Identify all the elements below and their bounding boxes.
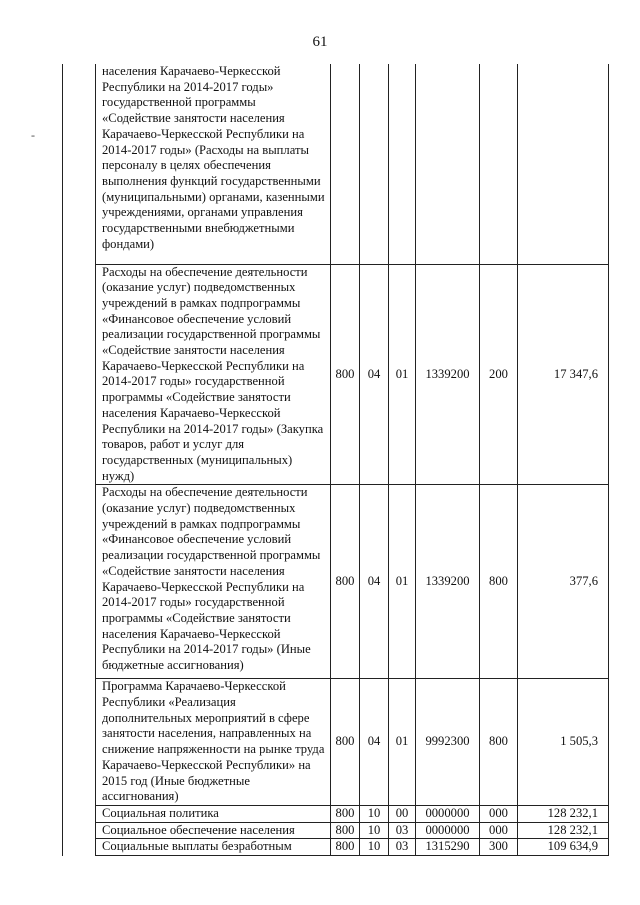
index-cell (63, 679, 96, 806)
subsection-cell: 01 (389, 679, 416, 806)
table-row (63, 679, 609, 806)
target-cell: 1339200 (416, 264, 480, 485)
description-cell: Социальное обеспечение населения (96, 822, 331, 839)
budget-table (62, 64, 609, 856)
target-cell: 1339200 (416, 485, 480, 679)
description-cell: Социальные выплаты безработным (96, 839, 331, 856)
target-cell: 1315290 (416, 839, 480, 856)
index-cell (63, 822, 96, 839)
description-cell: Расходы на обеспечение деятельности (оказание услуг) подведомственных учреждений в рамках подпрограммы «Финансовое обеспечение условий реализации государственной программы «Содействие занятости населения Карачаево-Черкесской Республики на 2014-2017 годы» государственной программы «Содействие занятости населения Карачаево-Черкесской Республики на 2014-2017 годы» (Иные бюджетные ассигнования) (96, 485, 331, 679)
section-cell: 04 (360, 679, 389, 806)
target-cell: 0000000 (416, 805, 480, 822)
amount-cell: 109 634,9 (518, 839, 609, 856)
index-cell (63, 805, 96, 822)
ministry-cell: 800 (331, 805, 360, 822)
target-cell: 0000000 (416, 822, 480, 839)
ministry-cell: 800 (331, 485, 360, 679)
description-cell: населения Карачаево-Черкесской Республики на 2014-2017 годы» государственной программы «Содействие занятости населения Карачаево-Черкесской Республики на 2014-2017 годы» (Расходы на выплаты персоналу в целях обеспечения выполнения функций государственными (муниципальными) органами, казенными учреждениями, органами управления государственными внебюджетными фондами) (96, 64, 331, 264)
table-row (63, 822, 609, 839)
description-cell: Программа Карачаево-Черкесской Республики «Реализация дополнительных мероприятий в сфере занятости населения, направленных на снижение напряженности на рынке труда Карачаево-Черкесской Республики» на 2015 год (Иные бюджетные ассигнования) (96, 679, 331, 806)
ministry-cell: 800 (331, 264, 360, 485)
subsection-cell: 00 (389, 805, 416, 822)
table-row (63, 485, 609, 679)
section-cell (360, 64, 389, 264)
description-cell: Расходы на обеспечение деятельности (оказание услуг) подведомственных учреждений в рамках подпрограммы «Финансовое обеспечение условий реализации государственной программы «Содействие занятости населения Карачаево-Черкесской Республики на 2014-2017 годы» государственной программы «Содействие занятости населения Карачаево-Черкесской Республики на 2014-2017 годы» (Закупка товаров, работ и услуг для государственных (муниципальных) нужд) (96, 264, 331, 485)
ministry-cell: 800 (331, 839, 360, 856)
amount-cell: 17 347,6 (518, 264, 609, 485)
table-row (63, 805, 609, 822)
amount-cell (518, 64, 609, 264)
expense-type-cell: 800 (480, 485, 518, 679)
subsection-cell (389, 64, 416, 264)
expense-type-cell: 800 (480, 679, 518, 806)
table-row (63, 839, 609, 856)
expense-type-cell: 000 (480, 805, 518, 822)
index-cell (63, 485, 96, 679)
amount-cell: 128 232,1 (518, 822, 609, 839)
amount-cell: 1 505,3 (518, 679, 609, 806)
section-cell: 10 (360, 822, 389, 839)
subsection-cell: 01 (389, 485, 416, 679)
amount-cell: 128 232,1 (518, 805, 609, 822)
subsection-cell: 01 (389, 264, 416, 485)
expense-type-cell (480, 64, 518, 264)
expense-type-cell: 300 (480, 839, 518, 856)
amount-cell: 377,6 (518, 485, 609, 679)
target-cell (416, 64, 480, 264)
section-cell: 10 (360, 839, 389, 856)
target-cell: 9992300 (416, 679, 480, 806)
subsection-cell: 03 (389, 822, 416, 839)
margin-mark: - (31, 128, 35, 142)
ministry-cell: 800 (331, 679, 360, 806)
ministry-cell (331, 64, 360, 264)
subsection-cell: 03 (389, 839, 416, 856)
table-row (63, 64, 609, 264)
page-number: 61 (312, 34, 328, 50)
description-cell: Социальная политика (96, 805, 331, 822)
table-row (63, 264, 609, 485)
section-cell: 04 (360, 264, 389, 485)
ministry-cell: 800 (331, 822, 360, 839)
index-cell (63, 264, 96, 485)
section-cell: 04 (360, 485, 389, 679)
expense-type-cell: 000 (480, 822, 518, 839)
index-cell (63, 839, 96, 856)
section-cell: 10 (360, 805, 389, 822)
expense-type-cell: 200 (480, 264, 518, 485)
index-cell (63, 64, 96, 264)
